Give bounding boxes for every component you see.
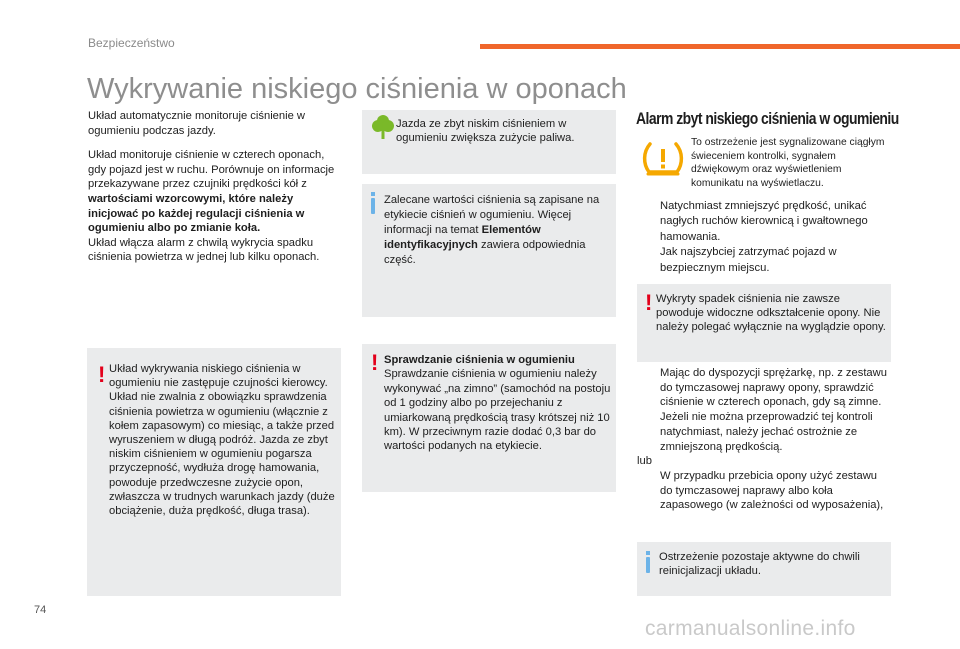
compressor-list — [637, 366, 892, 513]
action-list — [640, 199, 892, 276]
alarm-description: To ostrzeżenie jest sygnalizowane ciągłym świeceniem kontrolki, sygnałem dźwiękowym oraz wyświetleniem komunikatu na wyświetlaczu. — [691, 137, 885, 189]
check-pressure-title: Sprawdzanie ciśnienia w ogumieniu — [384, 354, 575, 366]
list-item — [640, 469, 892, 513]
monitoring-text: Układ monitoruje ciśnienie w czterech oponach, gdy pojazd jest w ruchu. Porównuje on informacje przekazywane przez czujniki prędkości kół z — [88, 149, 335, 191]
page-title: Wykrywanie niskiego ciśnienia w oponach — [87, 73, 627, 105]
monitoring-paragraph — [88, 148, 338, 265]
warning-box-left-text: Układ wykrywania niskiego ciśnienia w ogumieniu nie zastępuje czujności kierowcy. Układ nie zwalnia z obowiązku sprawdzenia ciśnienia powietrza w ogumieniu (włącznie z kołem zapasowym) co miesiąc, a także przed wyruszeniem w długą podróż. Jazda ze zbyt niskim ciśnieniem w ogumieniu pogarsza przyczepność, wydłuża drogę hamowania, powoduje przedwczesne zużycie opon, zwłaszcza w trudnych warunkach jazdy (duże obciążenie, duża prędkość, długa trasa). — [109, 363, 335, 518]
info-box-middle — [362, 184, 616, 317]
eco-box — [362, 110, 616, 174]
intro-paragraph: Układ automatycznie monitoruje ciśnienie w ogumieniu podczas jazdy. — [88, 110, 306, 137]
exclamation-icon: ! — [98, 362, 106, 387]
info-text-start: Zalecane wartości ciśnienia są zapisane na etykiecie ciśnień w ogumieniu. Więcej informacji na temat — [384, 194, 600, 236]
info-icon — [371, 198, 375, 214]
page-number: 74 — [34, 604, 47, 616]
list-item-text: Jak najszybciej zatrzymać pojazd w bezpiecznym miejscu. — [660, 246, 837, 274]
monitoring-bold: wartościami wzorcowymi, które należy inicjować po każdej regulacji ciśnienia w ogumieniu albo po zmianie koła. — [88, 192, 305, 235]
warning-box-right — [637, 284, 891, 362]
list-item-text: W przypadku przebicia opony użyć zestawu do tymczasowej naprawy albo koła zapasowego (w zależności od wyposażenia), — [660, 469, 884, 512]
exclamation-icon: ! — [645, 290, 653, 315]
section-label: Bezpieczeństwo — [88, 36, 175, 50]
eco-box-text: Jazda ze zbyt niskim ciśnieniem w ogumieniu zwiększa zużycie paliwa. — [396, 118, 575, 145]
exclamation-icon: ! — [371, 350, 379, 375]
list-item-text: Mając do dyspozycji sprężarkę, np. z zestawu do tymczasowej naprawy opony, sprawdzić ciśnienie w czterech oponach, gdy są zimne. Jeżeli nie można przeprowadzić tej kontroli natychmiast, należy jechać ostrożnie ze zmniejszoną prędkością. — [660, 367, 887, 453]
warning-box-right-text: Wykryty spadek ciśnienia nie zawsze powoduje widoczne odkształcenie opony. Nie należy polegać wyłącznie na wyglądzie opony. — [656, 293, 886, 334]
list-item-text: Natychmiast zmniejszyć prędkość, unikać nagłych ruchów kierownicą i gwałtownego hamowania. — [660, 200, 868, 243]
check-pressure-text — [384, 353, 612, 454]
check-pressure-box — [362, 344, 616, 492]
alarm-trigger-text: Układ włącza alarm z chwilą wykrycia spadku ciśnienia powietrza w jednej lub kilku oponach. — [88, 236, 320, 264]
info-text-end: zawiera odpowiednia część. — [384, 239, 586, 266]
tire-pressure-warning-icon — [641, 140, 685, 178]
list-item — [640, 199, 892, 245]
left-column-text — [88, 109, 338, 275]
check-pressure-body: Sprawdzanie ciśnienia w ogumieniu należy wykonywać „na zimno” (samochód na postoju od 1 godziny albo po przejechaniu z umiarkowaną prędkością trasy krótszej niż 10 km). W przeciwnym razie dodać 0,3 bar do wartości podanych na etykiecie. — [384, 368, 611, 453]
list-item — [640, 245, 892, 276]
header-accent-bar — [480, 44, 960, 49]
watermark: carmanualsonline.info — [645, 617, 856, 640]
warning-box-left — [87, 348, 341, 596]
info-box-right-text: Ostrzeżenie pozostaje aktywne do chwili reinicjalizacji układu. — [659, 551, 860, 578]
info-box-middle-text — [384, 193, 610, 268]
list-item — [640, 366, 892, 454]
eco-tree-icon — [372, 114, 394, 140]
info-box-right — [637, 542, 891, 596]
info-text-link: Elementów identyfikacyjnych — [384, 224, 541, 251]
alarm-section-title: Alarm zbyt niskiego ciśnienia w ogumieniu — [636, 110, 899, 128]
info-icon — [646, 557, 650, 573]
or-label: lub — [637, 455, 652, 468]
